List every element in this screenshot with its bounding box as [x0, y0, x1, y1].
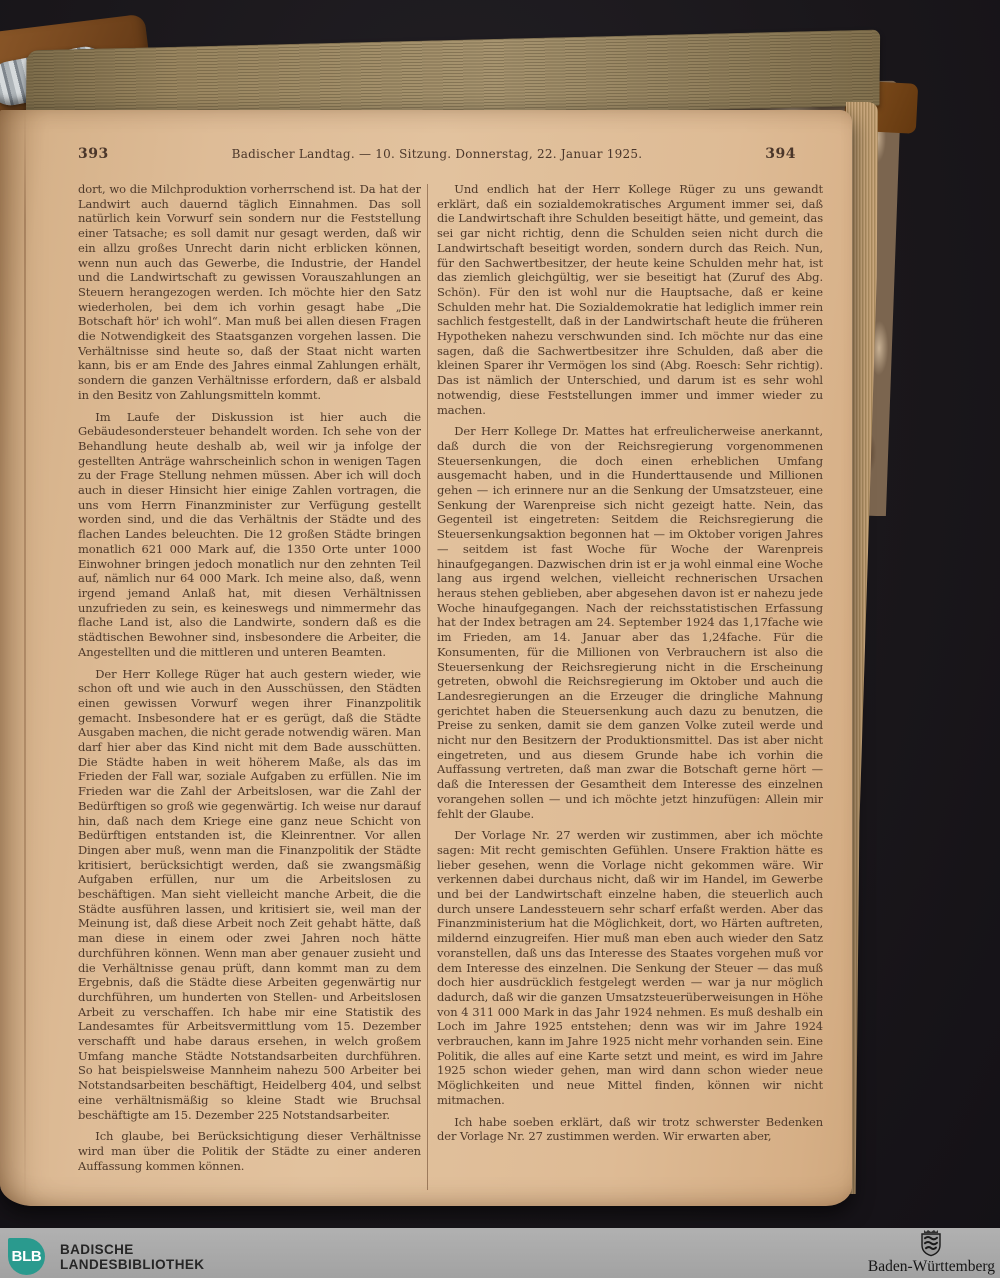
paragraph: Der Vorlage Nr. 27 werden wir zustimmen, aber ich möchte sagen: Mit recht gemischten Gefühlen. Unsere Fraktion hätte es lieber gesehen, wenn die Vorlage nicht gekommen wäre. Wir verkennen dabei durchaus nicht, daß wir im Handel, im Gewerbe und bei der Landwirtschaft einzelne haben, die steuerlich auch durch unsere Landessteuern sehr scharf erfaßt werden. Aber das Finanzministerium hat die Möglichkeit, dort, wo Härten auftreten, mildernd einzugreifen. Hier muß man eben auch wieder den Satz voranstellen, daß uns das Interesse des Staates vorgehen muß vor dem Interesse des einzelnen. Die Senkung der Steuer — das muß doch hier ausdrücklich festgelegt werden — war ja nur möglich dadurch, daß wir die ganzen Umsatzsteuerüberweisungen in Höhe von 4 311 000 Mark in das Jahr 1924 nehmen. Es muß deshalb ein Loch im Jahre 1925 entstehen; denn was wir im Jahre 1924 verbrauchen, kann im Jahre 1925 nicht mehr vorhanden sein. Eine Politik, die alles auf eine Karte setzt und meint, es wird im Jahre 1925 schon wieder gehen, man wird dann schon wieder neue Möglichkeiten und neue Mittel finden, können wir nicht mitmachen.: [437, 828, 823, 1107]
running-title: Badischer Landtag. — 10. Sitzung. Donnerstag, 22. Januar 1925.: [231, 147, 643, 161]
paragraph: Der Herr Kollege Dr. Mattes hat erfreulicherweise anerkannt, daß durch die von der Reichsregierung vorgenommenen Steuersenkungen, die doch einen erheblichen Umfang ausgemacht haben, und in die Hunderttausende und Millionen gehen — ich erinnere nur an die Senkung der Umsatzsteuer, eine Senkung der Warenpreise sich nicht gezeigt hatte. Nein, das Gegenteil ist eingetreten: Seitdem die Reichsregierung die Steuersenkungsaktion begonnen hat — im Oktober vorigen Jahres — seitdem ist fast Woche für Woche der Warenpreis hinaufgegangen. Dazwischen drin ist er ja wohl einmal eine Woche lang aus irgend welchen, vielleicht rechnerischen Ursachen heraus stehen geblieben, aber abgesehen davon ist er nahezu jede Woche hinaufgegangen. Nach der reichsstatistischen Erfassung hat der Index betragen am 24. September 1924 das 1,17fache wie im Frieden, am 14. Januar aber das 1,24fache. Für die Konsumenten, für die Millionen von Verbrauchern ist also die Steuersenkung der Reichsregierung nicht in die Erscheinung getreten, obwohl die Reichsregierung im Oktober und auch die Landesregierungen an die Erzeuger die dringliche Mahnung gerichtet haben die Steuersenkung auch dazu zu benutzen, die Preise zu senken, damit sie dem ganzen Volke zuteil werde und nicht nur den Besitzern der Produktionsmittel. Das ist aber nicht eingetreten, und aus diesem Grunde habe ich vorhin die Auffassung vertreten, daß man zwar die Botschaft gerne hört — daß die Interessen der Gesamtheit dem Interesse des einzelnen vorangehen sollen — und ich möchte jetzt hinzufügen: Allein mir fehlt der Glaube.: [437, 424, 823, 821]
text-column-left: [78, 182, 421, 1192]
page-number-right: 394: [765, 146, 796, 162]
library-name: [60, 1242, 204, 1272]
page-header: [78, 146, 796, 162]
paragraph: Ich glaube, bei Berücksichtigung dieser Verhältnisse wird man über die Politik der Städte zu einer anderen Auffassung kommen können.: [78, 1129, 421, 1173]
state-name: Baden-Württemberg: [867, 1258, 995, 1275]
baden-wuerttemberg-crest-icon: [919, 1230, 943, 1257]
paragraph: Und endlich hat der Herr Kollege Rüger zu uns gewandt erklärt, daß ein sozialdemokratisches Argument immer sei, daß die Landwirtschaft ihre Schulden beseitigt hätte, und gemeint, das sei gar nicht richtig, denn die Schulden seien nicht durch die Landwirtschaft beseitigt worden, sondern durch das Reich. Nun, für den Sachwertbesitzer, der heute keine Schulden mehr hat, ist das ziemlich gleichgültig, wer sie beseitigt hat (Zuruf des Abg. Schön). Für den ist wohl nur die Hauptsache, daß er keine Schulden mehr hat. Die Sozialdemokratie hat lediglich immer rein sachlich festgestellt, daß in der Landwirtschaft heute die früheren Hypotheken nahezu verschwunden sind. Ich möchte nur das eine sagen, daß die Sachwertbesitzer ihre Schulden, daß aber die kleinen Sparer ihr Vermögen los sind (Abg. Roesch: Sehr richtig). Das ist nämlich der Unterschied, und darum ist es sehr wohl notwendig, diese Feststellungen immer und immer wieder zu machen.: [437, 182, 823, 417]
paragraph: Im Laufe der Diskussion ist hier auch die Gebäudesondersteuer behandelt worden. Ich sehe von der Behandlung heute deshalb ab, weil wir ja infolge der gestellten Anträge wahrscheinlich schon in wenigen Tagen zu der Frage Stellung nehmen müssen. Aber ich will doch auch in dieser Hinsicht hier einige Zahlen vortragen, die uns vom Herrn Finanzminister zur Verfügung gestellt worden sind, und die das Verhältnis der Städte und des flachen Landes beleuchten. Die 12 großen Städte bringen monatlich 621 000 Mark auf, die 1350 Orte unter 1000 Einwohner bringen jedoch monatlich nur den zehnten Teil auf, nämlich nur 64 000 Mark. Ich meine also, daß, wenn irgend jemand Anlaß hat, mit diesen Verhältnissen unzufrieden zu sein, es keineswegs und nimmermehr das flache Land ist, also die Landwirte, sondern daß es die städtischen Bewohner sind, insbesondere die Arbeiter, die Angestellten und die mittleren und unteren Beamten.: [78, 409, 421, 659]
blb-logo-text: BLB: [11, 1248, 42, 1265]
library-footer-bar: [0, 1228, 1000, 1278]
library-name-line2: LANDESBIBLIOTHEK: [60, 1256, 205, 1272]
column-divider-rule: [427, 184, 428, 1190]
library-name-line1: BADISCHE: [60, 1241, 134, 1257]
page-gutter-crease: [24, 110, 26, 1206]
library-brand: [8, 1238, 204, 1275]
book-page: [0, 110, 852, 1206]
page-number-left: 393: [78, 146, 109, 162]
paragraph: dort, wo die Milchproduktion vorherrschend ist. Da hat der Landwirt auch dauernd täglich Einnahmen. Das soll natürlich kein Vorwurf sein sondern nur die Feststellung einer Tatsache; es soll damit nur gesagt werden, daß wir ein allzu großes Unrecht darin nicht erblicken können, wenn nun auch das Gewerbe, die Industrie, der Handel und die Landwirtschaft zu gewissen Vorauszahlungen an Steuern herangezogen werden. Ich möchte hier den Satz wiederholen, bei dem ich vorhin gesagt habe „Die Botschaft hör' ich wohl“. Man muß bei allen diesen Fragen die Notwendigkeit des Staatsganzen vorgehen lassen. Die Verhältnisse sind heute so, daß der Staat nicht warten kann, bis er am Ende des Jahres einmal Zahlungen erhält, sondern die ganzen Verhältnisse erfordern, daß er alsbald in den Besitz von Zahlungsmitteln kommt.: [78, 182, 421, 402]
blb-logo: [8, 1238, 45, 1275]
state-brand: [868, 1230, 995, 1276]
paragraph: Der Herr Kollege Rüger hat auch gestern wieder, wie schon oft und wie auch in den Ausschüssen, den Städten einen gewissen Vorwurf wegen ihrer Finanzpolitik gemacht. Insbesondere hat er es gerügt, daß die Städte Ausgaben machen, die nicht gerade notwendig wären. Man darf hier aber das Kind nicht mit dem Bade ausschütten. Die Städte haben in weit höherem Maße, als das im Frieden der Fall war, soziale Aufgaben zu erfüllen. Nie im Frieden war die Zahl der Arbeitslosen, war die Zahl der Bedürftigen so groß wie gegenwärtig. Ich weise nur darauf hin, daß nach dem Kriege eine ganz neue Schicht von Bedürftigen entstanden ist, die Kleinrentner. Vor allen Dingen aber muß, wenn man die Finanzpolitik der Städte kritisiert, berücksichtigt werden, daß sie zwangsmäßig Aufgaben erfüllen, nur um die Arbeitslosen zu beschäftigen. Man sieht vielleicht manche Arbeit, die die Städte ausführen lassen, und kritisiert sie, weil man der Meinung ist, daß diese Arbeit noch Zeit gehabt hätte, daß man diese in einem oder zwei Jahren noch hätte durchführen können. Wenn man aber genauer zusieht und die Verhältnisse genau prüft, dann kommt man zu dem Ergebnis, daß die Städte diese Arbeiten gegenwärtig nur durchführen, um hunderten von Stellen- und Arbeitslosen Arbeit zu verschaffen. Ich habe mir eine Statistik des Landesamtes für Arbeitsvermittlung vom 15. Dezember verschafft und habe daraus ersehen, in welch großem Umfang manche Städte Notstandsarbeiten durchführen. So hat beispielsweise Mannheim nahezu 500 Arbeiter bei Notstandsarbeiten beschäftigt, Heidelberg 404, und selbst eine verhältnismäßig so kleine Stadt wie Bruchsal beschäftigte am 15. Dezember 225 Notstandsarbeiter.: [78, 666, 421, 1122]
text-column-right: [437, 182, 823, 1192]
paragraph: Ich habe soeben erklärt, daß wir trotz schwerster Bedenken der Vorlage Nr. 27 zustimmen werden. Wir erwarten aber,: [437, 1114, 823, 1144]
